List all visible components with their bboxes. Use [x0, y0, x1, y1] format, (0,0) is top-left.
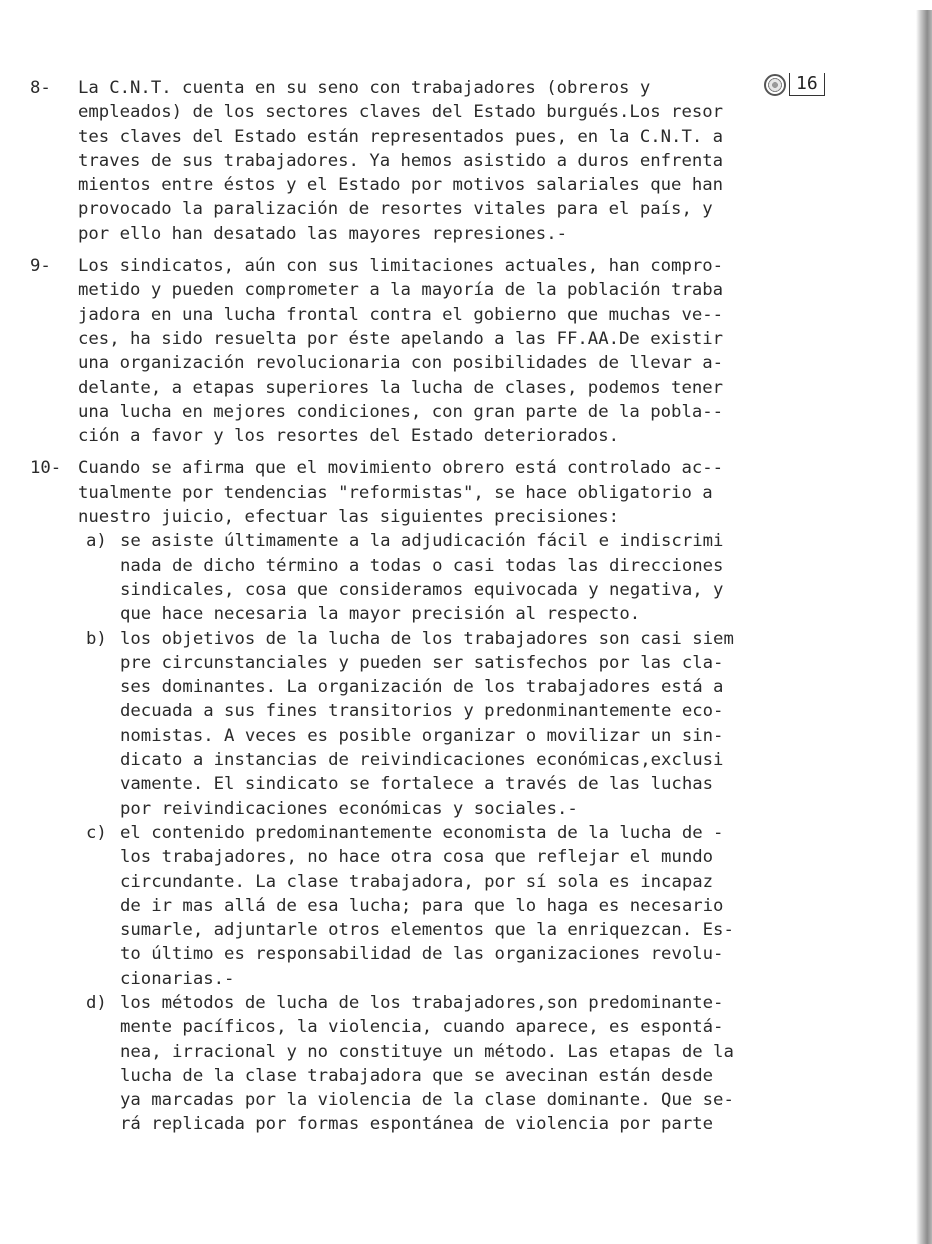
text-line: to último es responsabilidad de las organizaciones revolu- — [120, 944, 724, 965]
text-line: metido y pueden comprometer a la mayoría de la población traba — [78, 280, 724, 301]
list-item-2 — [30, 627, 840, 821]
text-line: nomistas. A veces es posible organizar o movilizar un sin- — [120, 725, 724, 746]
text-line: tes claves del Estado están representados pues, en la C.N.T. a — [78, 126, 724, 147]
paragraph-2 — [30, 254, 840, 448]
text-line: por reivindicaciones económicas y sociales.- — [120, 798, 578, 819]
list-item-4 — [30, 991, 840, 1137]
text-line: los objetivos de la lucha de los trabajadores son casi siem — [120, 628, 734, 649]
text-line: nada de dicho término a todas o casi todas las direcciones — [120, 555, 724, 576]
text-line: jadora en una lucha frontal contra el gobierno que muchas ve-- — [78, 304, 724, 325]
text-line: por ello han desatado las mayores represiones.- — [78, 223, 567, 244]
text-line: nuestro juicio, efectuar las siguientes precisiones: — [78, 507, 620, 528]
text-line: rá replicada por formas espontánea de violencia por parte — [120, 1114, 714, 1135]
list-item-text — [120, 529, 840, 626]
list-item-text — [120, 627, 840, 821]
paragraph-1 — [30, 76, 840, 246]
page-number: 16 — [789, 73, 825, 96]
text-line: los trabajadores, no hace otra cosa que reflejar el mundo — [120, 847, 714, 868]
text-line: vamente. El sindicato se fortalece a través de las luchas — [120, 774, 714, 795]
text-line: sumarle, adjuntarle otros elementos que la enriquezcan. Es- — [120, 920, 734, 941]
paragraph-3 — [30, 456, 840, 1136]
text-line: Cuando se afirma que el movimiento obrero está controlado ac-- — [78, 458, 724, 479]
list-item-3 — [30, 821, 840, 991]
text-line: sindicales, cosa que consideramos equivocada y negativa, y — [120, 579, 724, 600]
paragraph-number: 10- — [30, 458, 62, 479]
text-line: circundante. La clase trabajadora, por sí sola es incapaz — [120, 871, 714, 892]
text-line: delante, a etapas superiores la lucha de clases, podemos tener — [78, 377, 724, 398]
list-item-text — [120, 821, 840, 991]
text-line: tualmente por tendencias "reformistas", se hace obligatorio a — [78, 482, 713, 503]
text-line: pre circunstanciales y pueden ser satisfechos por las cla- — [120, 652, 724, 673]
text-line: el contenido predominantemente economista de la lucha de - — [120, 822, 724, 843]
list-item-letter: d) — [86, 992, 107, 1013]
text-line: decuada a sus fines transitorios y predonminantemente eco- — [120, 701, 724, 722]
list-item-letter: a) — [86, 531, 107, 552]
text-line: ya marcadas por la violencia de la clase dominante. Que se- — [120, 1090, 734, 1111]
text-line: La C.N.T. cuenta en su seno con trabajadores (obreros y — [78, 78, 651, 98]
text-line: traves de sus trabajadores. Ya hemos asistido a duros enfrenta — [78, 150, 724, 171]
text-line: mente pacíficos, la violencia, cuando aparece, es espontá- — [120, 1017, 724, 1038]
list-item-1 — [30, 529, 840, 626]
text-line: los métodos de lucha de los trabajadores,son predominante- — [120, 992, 724, 1013]
text-line: lucha de la clase trabajadora que se avecinan están desde — [120, 1065, 714, 1086]
text-line: ses dominantes. La organización de los trabajadores está a — [120, 677, 724, 698]
text-line: empleados) de los sectores claves del Estado burgués.Los resor — [78, 102, 724, 123]
text-line: dicato a instancias de reivindicaciones económicas,exclusi — [120, 750, 724, 771]
text-line: provocado la paralización de resortes vitales para el país, y — [78, 199, 713, 220]
paragraph-number: 8- — [30, 78, 51, 98]
list-item-letter: c) — [86, 822, 107, 843]
text-line: se asiste últimamente a la adjudicación fácil e indiscrimi — [120, 531, 724, 552]
text-line: Los sindicatos, aún con sus limitaciones actuales, han compro- — [78, 256, 724, 277]
text-line: ción a favor y los resortes del Estado deteriorados. — [78, 426, 620, 447]
paragraph-text — [78, 254, 840, 448]
paragraph-number: 9- — [30, 256, 51, 277]
text-line: mientos entre éstos y el Estado por motivos salariales que han — [78, 175, 724, 196]
text-line: una lucha en mejores condiciones, con gran parte de la pobla-- — [78, 401, 724, 422]
text-line: de ir mas allá de esa lucha; para que lo haga es necesario — [120, 895, 724, 916]
text-line: cionarias.- — [120, 968, 235, 989]
text-line: una organización revolucionaria con posibilidades de llevar a- — [78, 353, 724, 374]
list-item-text — [120, 991, 840, 1137]
page-edge-shadow — [916, 10, 932, 1244]
text-line: que hace necesaria la mayor precisión al respecto. — [120, 604, 641, 625]
list-item-letter: b) — [86, 628, 107, 649]
paragraph-text — [78, 76, 840, 246]
paragraph-text — [78, 456, 840, 1136]
document-body — [30, 76, 840, 1137]
text-line: ces, ha sido resuelta por éste apelando a las FF.AA.De existir — [78, 328, 724, 349]
text-line: nea, irracional y no constituye un método. Las etapas de la — [120, 1041, 734, 1062]
